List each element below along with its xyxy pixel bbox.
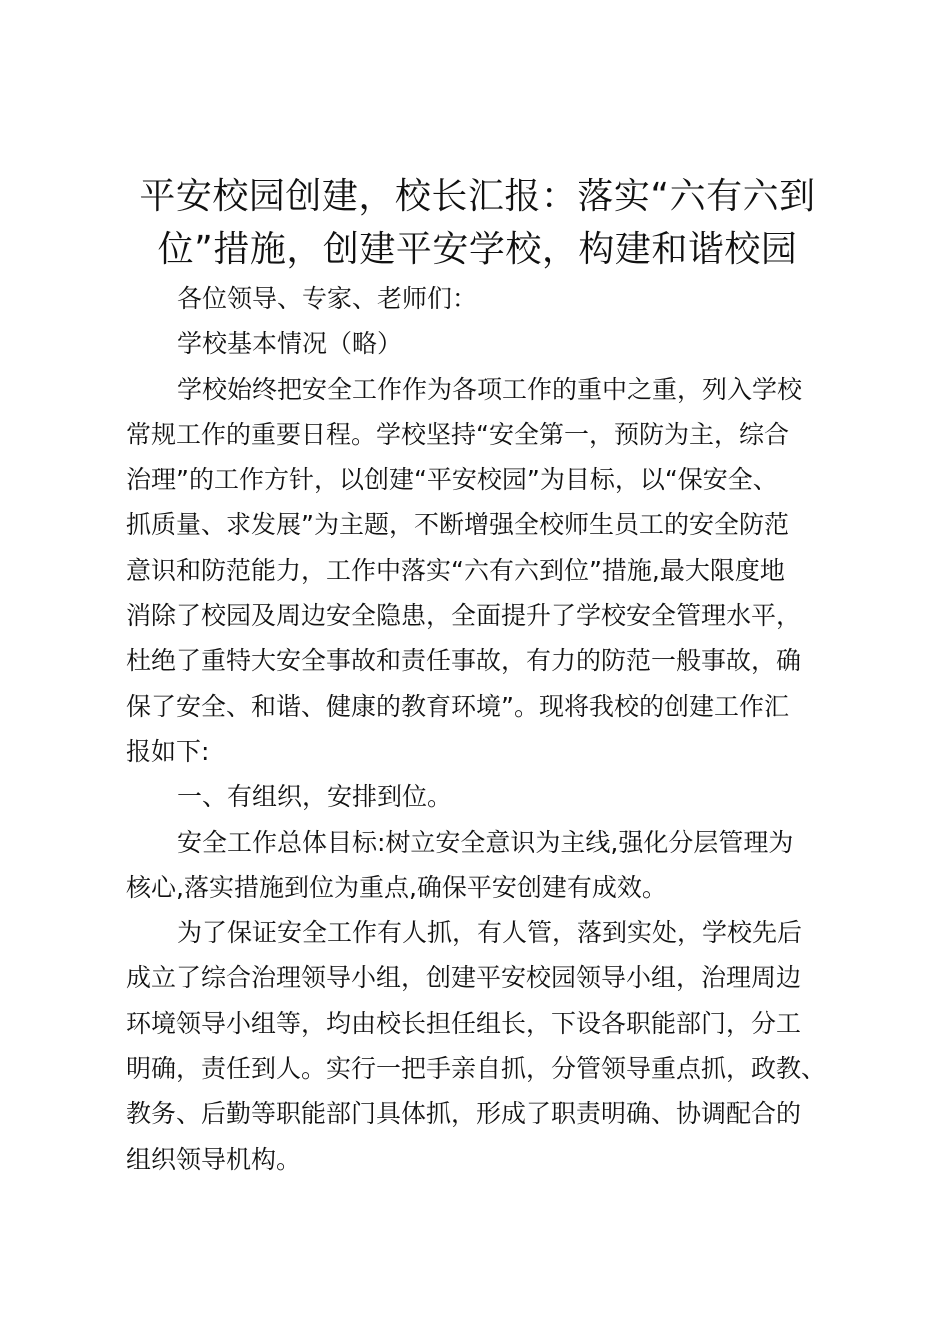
paragraph-line: 抓质量、求发展”为主题，不断增强全校师生员工的安全防范 [126,510,789,540]
paragraph-line: 教务、后勤等职能部门具体抓，形成了职责明确、协调配合的 [126,1099,802,1129]
paragraph-line: 明确，责任到人。实行一把手亲自抓，分管领导重点抓，政教、 [126,1054,827,1084]
paragraph-line: 安全工作总体目标:树立安全意识为主线,强化分层管理为 [177,827,794,857]
section-heading [126,774,841,819]
overview-paragraph [126,367,841,775]
organization-paragraph [126,910,841,1182]
paragraph-line: 组织领导机构。 [126,1144,302,1174]
paragraph-line: 治理”的工作方针，以创建“平安校园”为目标，以“保安全、 [126,465,778,495]
title-line: 平安校园创建，校长汇报：落实“六有六到 [139,176,816,217]
salutation-paragraph [126,276,841,321]
paragraph-line: 各位领导、专家、老师们： [177,284,478,313]
paragraph-line: 意识和防范能力，工作中落实“六有六到位”措施,最大限度地 [126,555,785,585]
paragraph-line: 为了保证安全工作有人抓，有人管，落到实处，学校先后 [177,918,803,948]
paragraph-line: 成立了综合治理领导小组，创建平安校园领导小组，治理周边 [126,963,802,993]
school-info-paragraph [126,321,841,366]
paragraph-line: 常规工作的重要日程。学校坚持“安全第一，预防为主，综合 [126,419,789,449]
goal-paragraph [126,820,841,911]
paragraph-line: 消除了校园及周边安全隐患，全面提升了学校安全管理水平， [126,601,802,631]
document-title [125,170,830,276]
title-line: 位”措施，创建平安学校，构建和谐校园 [157,229,798,270]
paragraph-line: 保了安全、和谐、健康的教育环境”。现将我校的创建工作汇 [126,691,789,721]
paragraph-line: 学校基本情况（略） [177,329,403,359]
paragraph-line: 报如下: [126,736,210,766]
paragraph-line: 核心,落实措施到位为重点,确保平安创建有成效。 [126,872,667,902]
paragraph-line: 学校始终把安全工作作为各项工作的重中之重，列入学校 [177,374,803,404]
document-body [126,276,841,1182]
paragraph-line: 环境领导小组等，均由校长担任组长，下设各职能部门，分工 [126,1008,802,1038]
paragraph-line: 一、有组织，安排到位。 [177,782,453,812]
paragraph-line: 杜绝了重特大安全事故和责任事故，有力的防范一般事故，确 [126,646,802,676]
